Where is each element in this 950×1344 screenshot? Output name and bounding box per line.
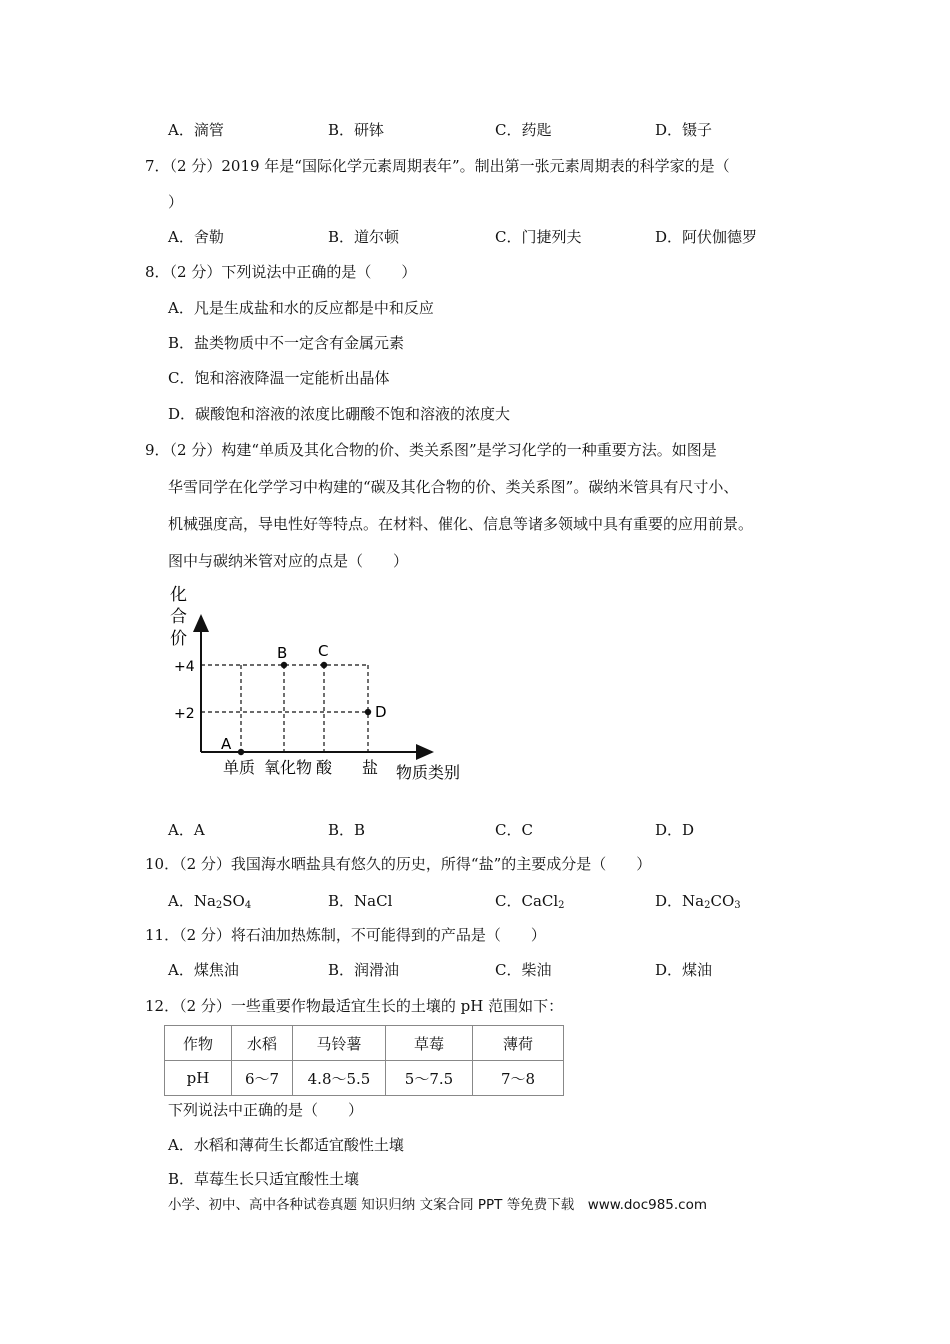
q9-stem-line4: 图中与碳纳米管对应的点是（ ） — [168, 552, 409, 570]
x-category-oxide: 氧化物 — [264, 758, 313, 777]
q9-option-a: A．A — [168, 821, 205, 839]
q12-question: 下列说法中正确的是（ ） — [168, 1101, 364, 1119]
table-header-row — [165, 1026, 564, 1061]
q8-option-c: C．饱和溶液降温一定能析出晶体 — [168, 369, 390, 387]
x-axis-label: 物质类别 — [396, 763, 461, 782]
q11-option-a: A．煤焦油 — [168, 961, 239, 979]
y-axis-label-1: 化 — [170, 585, 187, 605]
q6-option-c: C．药匙 — [495, 121, 552, 139]
point-b — [281, 662, 287, 668]
x-category-salt: 盐 — [362, 758, 379, 777]
q11-option-d: D．煤油 — [655, 961, 713, 979]
table-cell: 4.8～5.5 — [293, 1061, 386, 1096]
q7-option-b: B．道尔顿 — [328, 228, 400, 246]
y-axis-label-3: 价 — [170, 629, 187, 649]
q8-option-a: A．凡是生成盐和水的反应都是中和反应 — [168, 299, 434, 317]
q12-option-b: B．草莓生长只适宜酸性土壤 — [168, 1170, 360, 1188]
table-cell: 6～7 — [232, 1061, 293, 1096]
point-d-label: D — [375, 703, 387, 721]
point-c-label: C — [318, 642, 329, 660]
x-category-elemental: 单质 — [223, 758, 256, 777]
y-axis-label-2: 合 — [170, 607, 187, 627]
table-cell: 作物 — [165, 1026, 232, 1061]
q8-option-b: B．盐类物质中不一定含有金属元素 — [168, 334, 405, 352]
q7-option-c: C．门捷列夫 — [495, 228, 582, 246]
point-b-label: B — [277, 644, 288, 662]
q10-option-b: B．NaCl — [328, 892, 393, 910]
q11-option-c: C．柴油 — [495, 961, 552, 979]
ph-table — [164, 1025, 564, 1096]
q9-stem-line3: 机械强度高，导电性好等特点。在材料、催化、信息等诸多领域中具有重要的应用前景。 — [168, 515, 754, 533]
point-c — [321, 662, 327, 668]
q6-option-d: D．镊子 — [655, 121, 713, 139]
point-d — [365, 709, 371, 715]
q7-option-a: A．舍勒 — [168, 228, 224, 246]
q11-option-b: B．润滑油 — [328, 961, 400, 979]
table-row — [165, 1061, 564, 1096]
page-footer: 小学、初中、高中各种试卷真题 知识归纳 文案合同 PPT 等免费下载 www.doc985.com — [168, 1197, 708, 1213]
q9-option-d: D．D — [655, 821, 695, 839]
table-cell: 水稻 — [232, 1026, 293, 1061]
q11-stem: 11．（2 分）将石油加热炼制，不可能得到的产品是（ ） — [145, 926, 546, 944]
table-cell: 7～8 — [473, 1061, 564, 1096]
y-tick-plus2: +2 — [174, 706, 195, 722]
y-tick-plus4: +4 — [174, 659, 195, 675]
x-category-acid: 酸 — [316, 758, 333, 777]
table-cell: 马铃薯 — [293, 1026, 386, 1061]
q9-stem-line2: 华雪同学在化学学习中构建的“碳及其化合物的价、类关系图”。碳纳米管具有尺寸小、 — [168, 478, 739, 496]
q7-stem-cont: ） — [168, 193, 184, 211]
q9-stem-line1: 9．（2 分）构建“单质及其化合物的价、类关系图”是学习化学的一种重要方法。如图是 — [145, 441, 717, 459]
q12-option-a: A．水稻和薄荷生长都适宜酸性土壤 — [168, 1136, 404, 1154]
q10-stem: 10．（2 分）我国海水晒盐具有悠久的历史，所得“盐”的主要成分是（ ） — [145, 855, 652, 873]
q12-stem: 12．（2 分）一些重要作物最适宜生长的土壤的 pH 范围如下： — [145, 997, 564, 1015]
q9-option-c: C．C — [495, 821, 533, 839]
point-a — [238, 749, 244, 755]
table-cell: pH — [165, 1061, 232, 1096]
table-cell: 薄荷 — [473, 1026, 564, 1061]
table-cell: 5～7.5 — [386, 1061, 473, 1096]
valence-category-diagram — [160, 580, 480, 790]
q9-option-b: B．B — [328, 821, 366, 839]
q7-option-d: D．阿伏伽德罗 — [655, 228, 758, 246]
q6-option-a: A．滴管 — [168, 121, 224, 139]
q6-option-b: B．研钵 — [328, 121, 385, 139]
q10-option-d: D．$Na_2CO_3$ — [655, 892, 741, 911]
q8-option-d: D．碳酸饱和溶液的浓度比硼酸不饱和溶液的浓度大 — [168, 405, 511, 423]
point-a-label: A — [221, 735, 232, 753]
q8-stem: 8．（2 分）下列说法中正确的是（ ） — [145, 263, 417, 281]
q7-stem: 7．（2 分）2019 年是“国际化学元素周期表年”。制出第一张元素周期表的科学家的是（ — [145, 157, 730, 175]
table-cell: 草莓 — [386, 1026, 473, 1061]
q10-option-a: A．$Na_2SO_4$ — [168, 892, 252, 911]
q10-option-c: C．CaCl$_2$ — [495, 892, 565, 911]
